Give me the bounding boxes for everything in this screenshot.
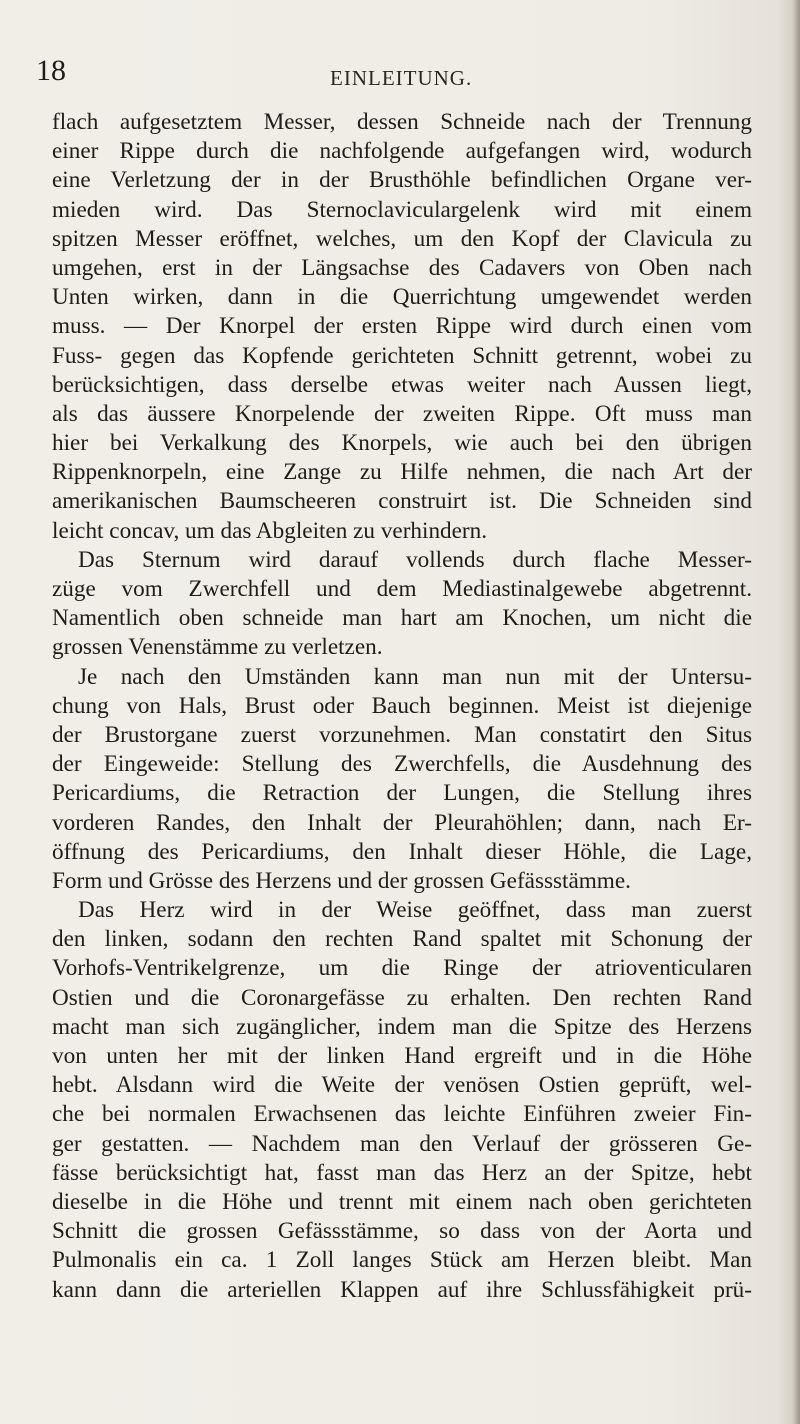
text-line: Schnitt die grossen Gefässstämme, so dass von der Aorta und [52, 1218, 752, 1245]
text-line: den linken, sodann den rechten Rand spaltet mit Schonung der [52, 926, 752, 953]
text-line: Vorhofs-Ventrikelgrenze, um die Ringe der atrioventicularen [52, 955, 752, 982]
text-line: hebt. Alsdann wird die Weite der venösen Ostien geprüft, wel- [52, 1072, 752, 1099]
text-line: fässe berücksichtigt hat, fasst man das Herz an der Spitze, hebt [52, 1159, 752, 1186]
text-line: eine Verletzung der in der Brusthöhle befindlichen Organe ver- [52, 167, 752, 194]
text-line: kann dann die arteriellen Klappen auf ihre Schlussfähigkeit prü- [52, 1276, 752, 1303]
text-line: grossen Venenstämme zu verletzen. [52, 634, 383, 661]
text-line: der Brustorgane zuerst vorzunehmen. Man constatirt den Situs [52, 721, 752, 748]
text-line: ger gestatten. — Nachdem man den Verlauf der grösseren Ge- [52, 1130, 752, 1157]
text-line: muss. — Der Knorpel der ersten Rippe wird durch einen vom [52, 313, 752, 340]
running-head: EINLEITUNG. [330, 66, 473, 90]
text-line: chung von Hals, Brust oder Bauch beginnen. Meist ist diejenige [52, 692, 752, 719]
text-line: che bei normalen Erwachsenen das leichte Einführen zweier Fin- [52, 1101, 752, 1128]
text-line: spitzen Messer eröffnet, welches, um den Kopf der Clavicula zu [52, 225, 752, 252]
text-line: Fuss- gegen das Kopfende gerichteten Schnitt getrennt, wobei zu [52, 342, 752, 369]
text-line: umgehen, erst in der Längsachse des Cadavers von Oben nach [52, 254, 752, 281]
text-line: Ostien und die Coronargefässe zu erhalten. Den rechten Rand [52, 984, 752, 1011]
text-line: leicht concav, um das Abgleiten zu verhindern. [52, 517, 488, 544]
text-line: vorderen Randes, den Inhalt der Pleurahöhlen; dann, nach Er- [52, 809, 752, 836]
page-number: 18 [36, 54, 66, 87]
text-line: Form und Grösse des Herzens und der grossen Gefässstämme. [52, 867, 631, 894]
text-line: flach aufgesetztem Messer, dessen Schneide nach der Trennung [52, 109, 752, 135]
text-line: öffnung des Pericardiums, den Inhalt dieser Höhle, die Lage, [52, 838, 752, 865]
text-line: Pericardiums, die Retraction der Lungen, die Stellung ihres [52, 780, 752, 807]
body-text [52, 108, 752, 1305]
text-line: berücksichtigen, dass derselbe etwas weiter nach Aussen liegt, [52, 371, 752, 398]
text-line: der Eingeweide: Stellung des Zwerchfells, die Ausdehnung des [52, 751, 752, 778]
text-line: Rippenknorpeln, eine Zange zu Hilfe nehmen, die nach Art der [52, 459, 752, 486]
text-line: Namentlich oben schneide man hart am Knochen, um nicht die [52, 605, 752, 632]
text-line: macht man sich zugänglicher, indem man die Spitze des Herzens [52, 1013, 752, 1040]
text-line: mieden wird. Das Sternoclaviculargelenk wird mit einem [52, 196, 752, 223]
text-line: als das äussere Knorpelende der zweiten Rippe. Oft muss man [52, 400, 752, 427]
text-line: Unten wirken, dann in die Querrichtung umgewendet werden [52, 284, 752, 311]
text-line: dieselbe in die Höhe und trennt mit einem nach oben gerichteten [52, 1188, 752, 1215]
page-edge-shadow [792, 0, 800, 1424]
text-line: einer Rippe durch die nachfolgende aufgefangen wird, wodurch [52, 138, 752, 165]
text-line: Je nach den Umständen kann man nun mit der Untersu- [78, 663, 752, 690]
text-line: Pulmonalis ein ca. 1 Zoll langes Stück am Herzen bleibt. Man [52, 1247, 752, 1274]
text-line: von unten her mit der linken Hand ergreift und in die Höhe [52, 1043, 752, 1069]
text-line: Das Herz wird in der Weise geöffnet, dass man zuerst [78, 897, 752, 924]
text-line: Das Sternum wird darauf vollends durch flache Messer- [78, 546, 752, 573]
text-line: hier bei Verkalkung des Knorpels, wie auch bei den übrigen [52, 430, 752, 457]
text-line: amerikanischen Baumscheeren construirt ist. Die Schneiden sind [52, 488, 752, 515]
text-line: züge vom Zwerchfell und dem Mediastinalgewebe abgetrennt. [52, 576, 752, 602]
